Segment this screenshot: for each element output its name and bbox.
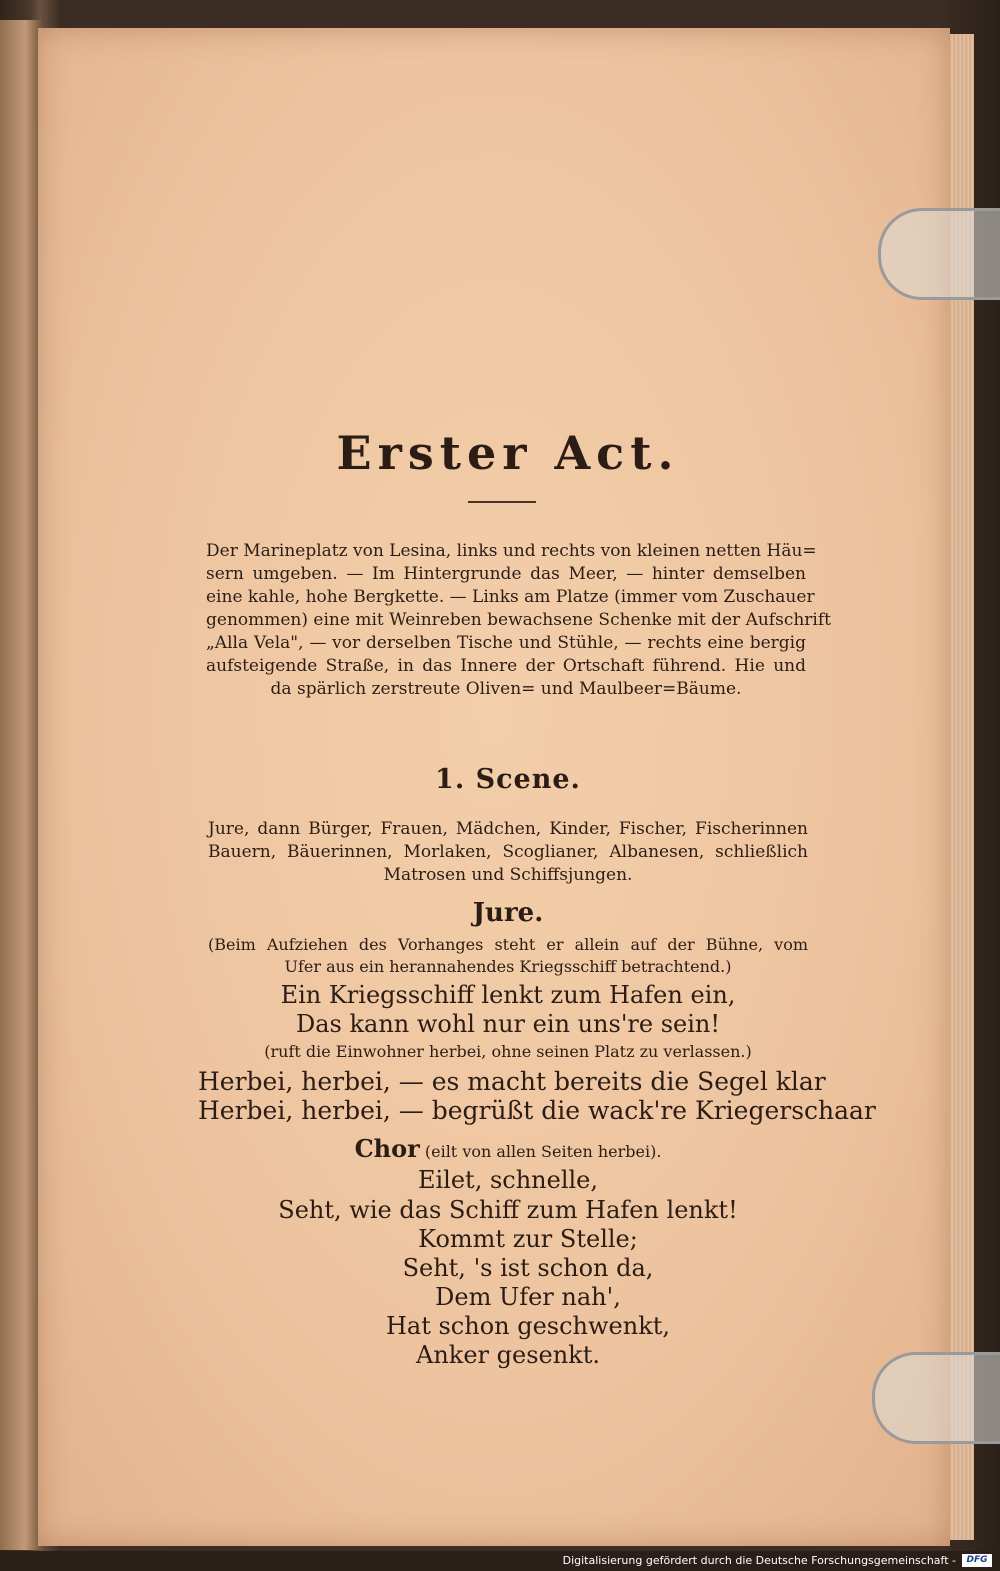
description-line: genommen) eine mit Weinreben bewachsene Schenke mit der Aufschrift	[206, 610, 831, 630]
chor-direction: (eilt von allen Seiten herbei).	[424, 1142, 662, 1161]
verse-line: Ein Kriegsschiff lenkt zum Hafen ein,	[280, 981, 736, 1009]
stage-direction-line: (Beim Aufziehen des Vorhanges steht er allein auf der Bühne, vom	[208, 935, 808, 954]
chor-verse-line: Seht, 's ist schon da,	[402, 1254, 654, 1282]
footer-credit: Digitalisierung gefördert durch die Deutsche Forschungsgemeinschaft -	[562, 1554, 956, 1567]
speaker-name: Jure.	[472, 898, 544, 928]
description-line: da spärlich zerstreute Oliven= und Maulbeer=Bäume.	[270, 679, 742, 699]
verse-line: Herbei, herbei, — begrüßt die wack're Kriegerschaar	[198, 1096, 876, 1125]
scene-title: 1. Scene.	[435, 764, 581, 795]
act-title: Erster Act.	[336, 426, 680, 480]
dfg-logo: DFG	[962, 1554, 992, 1567]
page-clip-bottom	[872, 1352, 1000, 1444]
chor-verse-line: Dem Ufer nah',	[435, 1283, 621, 1311]
chor-name: Chor	[354, 1134, 420, 1163]
description-line: Der Marineplatz von Lesina, links und rechts von kleinen netten Häu=	[206, 541, 817, 561]
description-line: sern umgeben. — Im Hintergrunde das Meer, — hinter demselben	[206, 564, 806, 584]
left-page-edge	[0, 20, 42, 1550]
persons-line: Jure, dann Bürger, Frauen, Mädchen, Kinder, Fischer, Fischerinnen	[208, 819, 808, 839]
chor-verse-line: Seht, wie das Schiff zum Hafen lenkt!	[278, 1196, 738, 1224]
footer-bar	[0, 1551, 1000, 1571]
persons-line: Bauern, Bäuerinnen, Morlaken, Scoglianer, Albanesen, schließlich	[208, 842, 808, 862]
description-line: aufsteigende Straße, in das Innere der Ortschaft führend. Hie und	[206, 656, 806, 676]
description-line: eine kahle, hohe Bergkette. — Links am Platze (immer vom Zuschauer	[206, 587, 815, 607]
description-line: „Alla Vela", — vor derselben Tische und Stühle, — rechts eine bergig	[206, 633, 806, 653]
chor-heading	[198, 1134, 818, 1163]
stage-direction-line: Ufer aus ein herannahendes Kriegsschiff betrachtend.)	[284, 957, 732, 976]
persons-line: Matrosen und Schiffsjungen.	[383, 865, 633, 885]
chor-verse-line: Kommt zur Stelle;	[418, 1225, 638, 1253]
verse-line: Herbei, herbei, — es macht bereits die Segel klar	[198, 1067, 826, 1096]
stage-direction-inline: (ruft die Einwohner herbei, ohne seinen Platz zu verlassen.)	[264, 1042, 752, 1061]
persons-list	[208, 818, 808, 887]
stage-direction	[208, 934, 808, 978]
setting-description	[206, 540, 831, 701]
chor-verse-line: Eilet, schnelle,	[417, 1166, 599, 1194]
page-clip-top	[878, 208, 1000, 300]
chor-verse-line: Hat schon geschwenkt,	[385, 1312, 671, 1340]
book-page	[38, 28, 950, 1546]
chor-verse-line: Anker gesenkt.	[416, 1341, 600, 1369]
title-rule	[468, 501, 536, 503]
verse-line: Das kann wohl nur ein uns're sein!	[295, 1010, 721, 1038]
